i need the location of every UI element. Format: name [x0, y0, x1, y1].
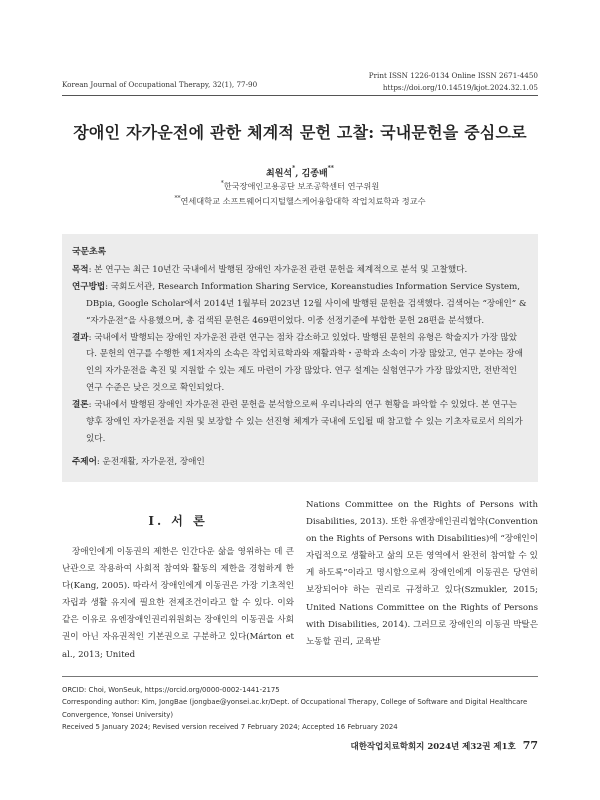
received-note: Received 5 January 2024; Revised version received 7 February 2024; Accepted 16 February 2024 — [62, 722, 398, 731]
abstract-conclusion — [72, 397, 528, 448]
affiliation-2 — [0, 196, 600, 207]
abstract-purpose — [72, 262, 528, 279]
section-heading: Ⅰ. 서 론 — [148, 514, 208, 528]
author-line: 최원석*, 김종배** — [266, 165, 334, 179]
affiliation-1-text: 한국장애인고용공단 보조공학센터 연구위원 — [223, 181, 380, 191]
abstract-methods — [72, 279, 528, 330]
page-number: 77 — [522, 739, 538, 752]
author-2-mark: ** — [327, 165, 334, 172]
keywords-text: : 운전재활, 자가운전, 장애인 — [96, 456, 205, 467]
doi-link[interactable]: https://doi.org/10.14519/kjot.2024.32.1.05 — [382, 83, 538, 92]
intro-paragraph-left: 장애인에게 이동권의 제한은 인간다운 삶을 영위하는 데 큰 난관으로 작용하여 사회적 참여와 활동의 제한을 경험하게 한다(Kang, 2005). 따라서 장애인에게 이동권은 가장 기초적인 자립과 생활 유지에 필요한 전제조건이라고 할 수 있다. 이와 같은 이유로 유엔장애인권리위원회는 장애인의 이동권을 사회권이 아닌 자유권적인 기본권으로 구분하고 있다(Márton et al., 2013; United — [62, 547, 294, 660]
methods-text: : 국회도서관, Research Information Sharing Service, Koreanstudies Information Service System, DBpia, Google Scholar에서 2014년 1월부터 2023년 12월 사이에 발행된 문헌을 검색했다. 검색어는 “장애인” & “자가운전”을 사용했으며, 총 검색된 문헌은 469편이었다. 이중 선정기준에 부합한 문헌 28편을 분석했다. — [86, 281, 527, 326]
paper-title: 장애인 자가운전에 관한 체계적 문헌 고찰: 국내문헌을 중심으로 — [73, 123, 527, 142]
author-2: 김종배 — [301, 169, 328, 179]
keywords-label: 주제어 — [72, 456, 97, 467]
purpose-text: : 본 연구는 최근 10년간 국내에서 발행된 장애인 자가운전 관련 문헌을 체계적으로 분석 및 고찰했다. — [88, 264, 468, 275]
results-label: 결과 — [72, 332, 89, 343]
issn: Print ISSN 1226-0134 Online ISSN 2671-4450 — [368, 71, 538, 80]
abstract-heading: 국문초록 — [72, 247, 106, 257]
body-column-right — [306, 497, 538, 651]
abstract-keywords — [72, 454, 528, 471]
results-text: : 국내에서 발행되는 장애인 자가운전 관련 연구는 점차 감소하고 있었다. 발행된 문헌의 유형은 학술지가 가장 많았다. 문헌의 연구를 수행한 제1저자의 소속은 작업치료학과와 재활과학・공학과 소속이 가장 많았고, 연구 분야는 장애인의 자가운전을 촉진 및 지원할 수 있는 제도 마련이 가장 많았다. 연구 설계는 실험연구가 가장 많았지만, 전반적인 연구 수준은 낮은 것으로 확인되었다. — [86, 332, 523, 394]
affiliation-2-mark: ** — [174, 195, 181, 202]
affiliation-1 — [0, 181, 600, 192]
page-footer — [350, 739, 538, 752]
corresponding-note: Corresponding author: Kim, JongBae (jongbae@yonsei.ac.kr/Dept. of Occupational Therapy, College of Software and Digital Healthcare Convergence, Yonsei University) — [62, 698, 528, 719]
journal-citation: Korean Journal of Occupational Therapy, 32(1), 77-90 — [62, 80, 258, 89]
intro-paragraph-right: Nations Committee on the Rights of Persons with Disabilities, 2013). 또한 유엔장애인권리협약(Convention on the Rights of Persons with Disabilities)에 “장애인이 자립적으로 생활하고 삶의 모든 영역에서 완전히 참여할 수 있게 하도록”이라고 명시함으로써 장애인에게 이동권은 당연히 보장되어야 하는 권리로 규정하고 있다(Szmukler, 2015; United Nations Committee on the Rights of Persons with Disabilities, 2014). 그러므로 장애인의 이동권 박탈은 노동할 권리, 교육받 — [306, 500, 538, 647]
purpose-label: 목적 — [72, 264, 89, 275]
footer-journal: 대한작업치료학회지 2024년 제32권 제1호 — [350, 742, 516, 752]
abstract-content — [72, 244, 528, 471]
affiliation-1-mark: * — [220, 180, 224, 187]
conclusion-text: : 국내에서 발행된 장애인 자가운전 관련 문헌을 분석함으로써 우리나라의 연구 현황을 파악할 수 있었다. 본 연구는 향후 장애인 자가운전을 지원 및 보장할 수 있는 선진형 체계가 국내에 도입될 때 참고할 수 있는 기초자료로서 의의가 있다. — [86, 400, 523, 444]
footnotes — [62, 684, 538, 733]
header-divider — [62, 95, 538, 96]
footnote-divider — [62, 676, 538, 677]
journal-identifiers — [369, 70, 538, 94]
affiliation-2-text: 연세대학교 소프트웨어디지털헬스케어융합대학 작업치료학과 정교수 — [180, 196, 426, 206]
abstract-box — [62, 234, 538, 482]
methods-label: 연구방법 — [72, 281, 106, 292]
abstract-results — [72, 330, 528, 398]
author-1-mark: * — [292, 165, 296, 172]
conclusion-label: 결론 — [72, 400, 89, 411]
orcid-note: ORCID: Choi, WonSeuk, https://orcid.org/0000-0002-1441-2175 — [62, 686, 280, 694]
author-1: 최원석 — [266, 169, 293, 179]
body-column-left — [62, 544, 294, 664]
